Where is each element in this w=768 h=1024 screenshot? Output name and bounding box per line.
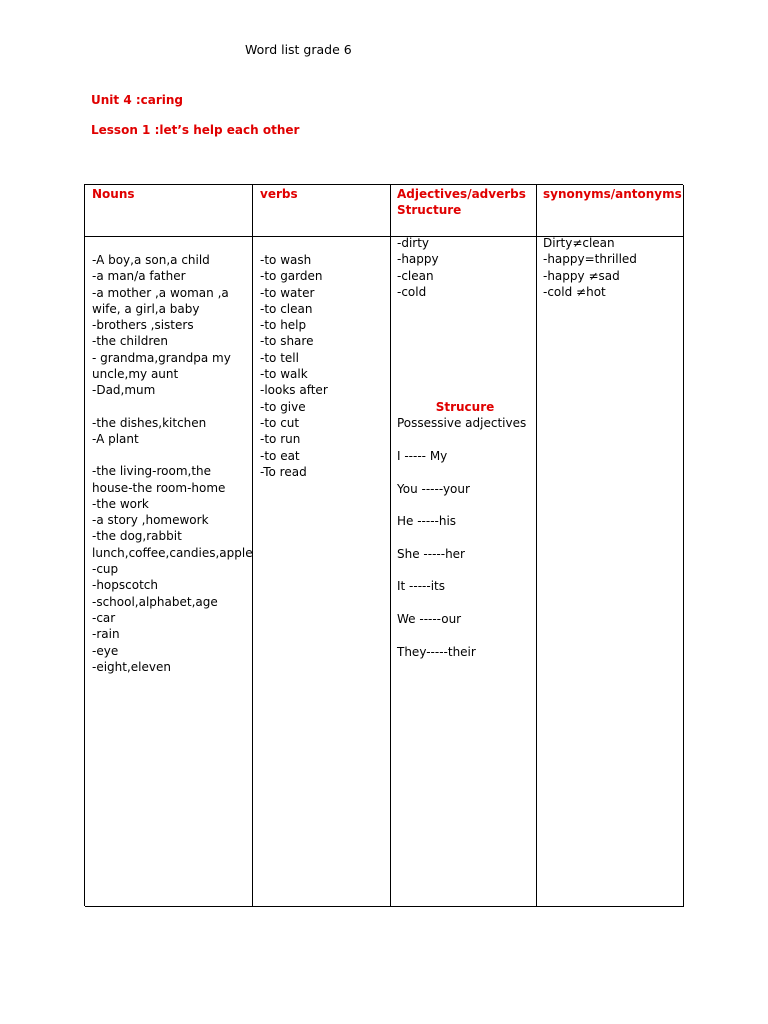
verb-item: -to wash: [260, 253, 312, 267]
possessive-item: We -----our: [397, 611, 462, 626]
verb-item: -to help: [260, 318, 307, 333]
verb-item: -to eat: [260, 448, 300, 463]
possessive-item: It -----its: [397, 579, 445, 594]
header-verbs: verbs: [260, 187, 298, 201]
unit-heading: Unit 4 :caring: [91, 93, 184, 107]
verb-item: -to garden: [260, 269, 323, 284]
noun-item: -school,alphabet,age: [92, 594, 218, 609]
verb-item: -to give: [260, 399, 306, 414]
table-bottom-border: [85, 906, 684, 907]
possessives-list: [397, 448, 476, 660]
header-adjectives-line2: Structure: [397, 203, 462, 218]
noun-item: lunch,coffee,candies,apple: [92, 545, 253, 560]
word-list-table: [84, 184, 683, 906]
synonym-item: -cold ≠hot: [543, 284, 606, 299]
noun-item: -A boy,a son,a child: [92, 253, 210, 267]
adjective-item: -clean: [397, 268, 434, 283]
column-divider: [683, 185, 684, 907]
structure-subtitle: Possessive adjectives: [397, 416, 527, 430]
verb-item: -to run: [260, 432, 301, 447]
lesson-heading: Lesson 1 :let’s help each other: [91, 123, 300, 137]
verb-item: -to cut: [260, 415, 300, 430]
possessive-item: She -----her: [397, 546, 465, 561]
noun-item: wife, a girl,a baby: [92, 301, 200, 316]
header-nouns: Nouns: [92, 187, 135, 201]
noun-item: -eye: [92, 643, 119, 658]
adjectives-cell: [397, 235, 439, 300]
adjective-item: -happy: [397, 252, 439, 267]
header-adjectives: [397, 186, 526, 219]
noun-item: -the work: [92, 496, 149, 511]
noun-item: -a story ,homework: [92, 513, 209, 528]
noun-item: -hopscotch: [92, 578, 158, 593]
noun-item: -a mother ,a woman ,a: [92, 285, 229, 300]
noun-item: -the living-room,the: [92, 464, 212, 479]
adjective-item: -dirty: [397, 236, 430, 250]
noun-item: -A plant: [92, 431, 139, 446]
verb-item: -looks after: [260, 383, 328, 398]
synonyms-cell: [543, 235, 637, 300]
synonym-item: -happy ≠sad: [543, 268, 620, 283]
document-title: Word list grade 6: [245, 42, 352, 57]
verb-item: -to clean: [260, 301, 313, 316]
noun-item: -a man/a father: [92, 269, 186, 284]
column-divider: [390, 185, 391, 907]
noun-item: uncle,my aunt: [92, 367, 179, 382]
noun-item: -rain: [92, 627, 120, 642]
verb-item: -to walk: [260, 367, 308, 382]
possessive-item: I ----- My: [397, 449, 448, 463]
synonym-item: -happy=thrilled: [543, 252, 637, 267]
noun-item: -the dog,rabbit: [92, 529, 182, 544]
noun-item: -eight,eleven: [92, 659, 171, 674]
noun-item: - grandma,grandpa my: [92, 350, 231, 365]
synonym-item: Dirty≠clean: [543, 236, 615, 250]
verb-item: -to share: [260, 334, 314, 349]
header-synonyms: synonyms/antonyms: [543, 187, 682, 201]
noun-item: house-the room-home: [92, 480, 226, 495]
verb-item: -to tell: [260, 350, 299, 365]
nouns-cell: [92, 252, 253, 675]
adjective-item: -cold: [397, 284, 427, 299]
noun-item: -car: [92, 610, 116, 625]
possessive-item: He -----his: [397, 514, 457, 529]
column-divider: [536, 185, 537, 907]
noun-item: -Dad,mum: [92, 383, 156, 398]
noun-item: -brothers ,sisters: [92, 318, 194, 333]
structure-title: Strucure: [435, 400, 495, 414]
verb-item: -To read: [260, 464, 307, 479]
verb-item: -to water: [260, 285, 315, 300]
noun-item: -the children: [92, 334, 168, 349]
noun-item: -the dishes,kitchen: [92, 415, 207, 430]
possessive-item: They-----their: [397, 644, 476, 659]
possessive-item: You -----your: [397, 481, 470, 496]
verbs-cell: [260, 252, 328, 480]
header-adjectives-line1: Adjectives/adverbs: [397, 187, 526, 201]
noun-item: -cup: [92, 562, 119, 577]
